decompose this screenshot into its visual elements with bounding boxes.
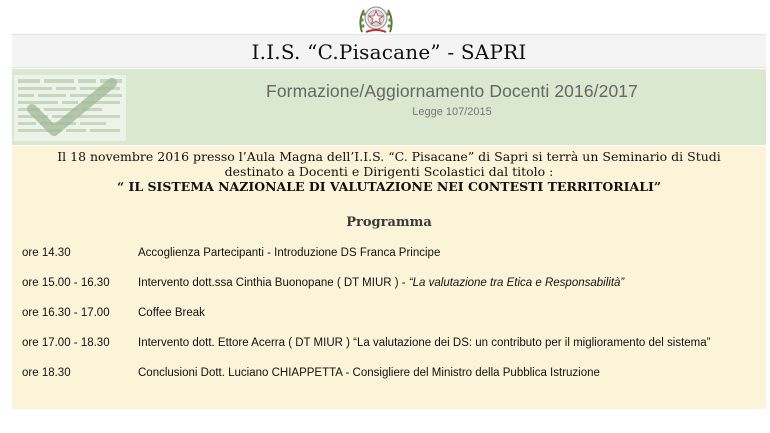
program-item-talk-title: “La valutazione tra Etica e Responsabilità” [408, 277, 625, 289]
program-item-time: ore 17.00 - 18.30 [22, 337, 110, 349]
school-title: I.I.S. “C.Pisacane” - SAPRI [251, 40, 527, 64]
school-title-band [12, 34, 766, 68]
program-item-time: ore 18.30 [22, 367, 71, 379]
law-reference: Legge 107/2015 [412, 106, 492, 118]
program-item-text: Intervento dott. Ettore Acerra ( DT MIUR ) “La valutazione dei DS: un contributo per il miglioramento del sistema” [138, 337, 711, 349]
program-item-text: Intervento dott.ssa Cinthia Buonopane ( DT MIUR ) - [138, 277, 409, 289]
italian-republic-emblem-icon [356, 2, 396, 36]
training-subtitle: Formazione/Aggiornamento Docenti 2016/2017 [266, 81, 638, 101]
seminar-intro [12, 149, 766, 194]
program-item-text: Accoglienza Partecipanti - Introduzione DS Franca Principe [138, 247, 441, 259]
program-heading: Programma [346, 215, 432, 230]
program-item-time: ore 14.30 [22, 247, 71, 259]
training-header-band [12, 69, 766, 145]
seminar-title: “ IL SISTEMA NAZIONALE DI VALUTAZIONE NEI CONTESTI TERRITORIALI” [116, 179, 662, 194]
program-item-text: Coffee Break [138, 307, 205, 319]
program-item-time: ore 16.30 - 17.00 [22, 307, 110, 319]
program-item-text: Conclusioni Dott. Luciano CHIAPPETTA - Consigliere del Ministro della Pubblica Istruzione [138, 367, 600, 379]
program-item-desc [138, 277, 624, 289]
intro-line-1: Il 18 novembre 2016 presso l’Aula Magna dell’I.I.S. “C. Pisacane” di Sapri si terrà un Seminario di Studi [57, 149, 721, 164]
checkmark-collage-logo-icon [14, 75, 126, 141]
program-band [12, 146, 766, 409]
program-item-time: ore 15.00 - 16.30 [22, 277, 110, 289]
intro-line-2: destinato a Docenti e Dirigenti Scolastici dal titolo : [224, 164, 554, 179]
